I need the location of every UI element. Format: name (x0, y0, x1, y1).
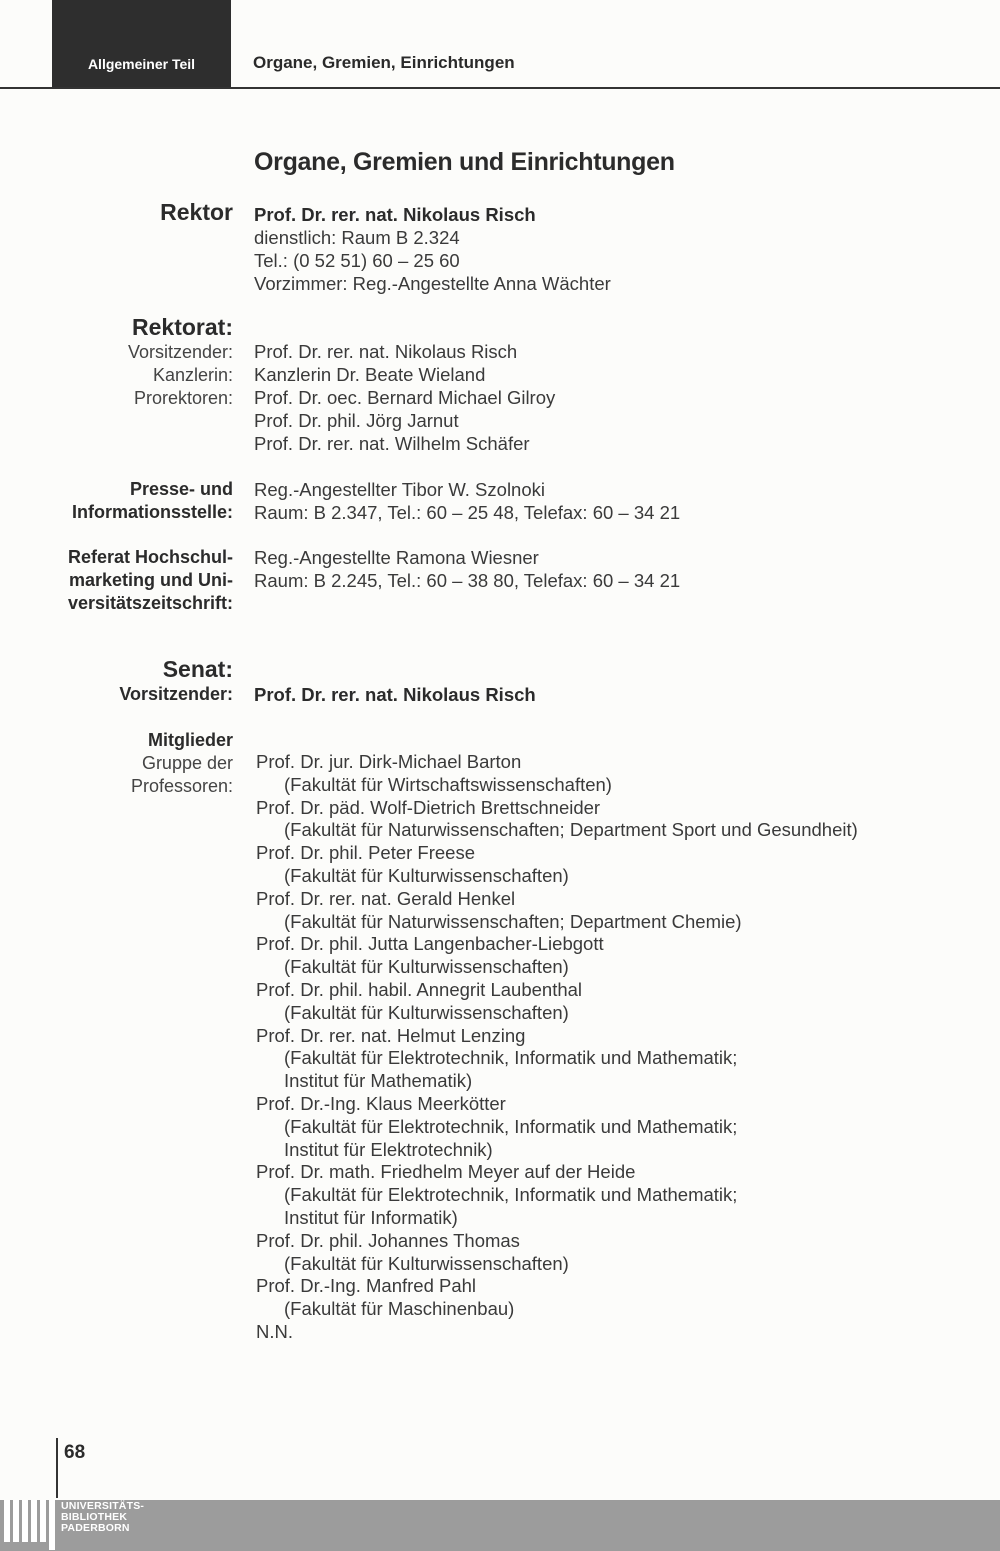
member-affiliation: (Fakultät für Maschinenbau) (284, 1298, 515, 1320)
library-logo-text (61, 1500, 144, 1534)
rektor-office: dienstlich: Raum B 2.324 (254, 227, 460, 248)
logo-line: UNIVERSITÄTS- (61, 1500, 145, 1512)
member-affiliation: Institut für Informatik) (284, 1206, 458, 1228)
member-affiliation: (Fakultät für Kulturwissenschaften) (284, 1252, 569, 1274)
member-affiliation: (Fakultät für Naturwissenschaften; Department Sport und Gesundheit) (284, 819, 858, 841)
referat-label-line: Referat Hochschul- (67, 547, 233, 567)
senat-member-list (256, 751, 858, 1344)
rektorat-chair-name: Prof. Dr. rer. nat. Nikolaus Risch (254, 341, 518, 362)
section-tab: Allgemeiner Teil (52, 0, 231, 88)
rektorat-prorector-name: Prof. Dr. rer. nat. Wilhelm Schäfer (254, 433, 530, 454)
referat-contact: Reg.-Angestellte Ramona Wiesner (254, 547, 539, 568)
member-name: Prof. Dr. rer. nat. Helmut Lenzing (256, 1024, 526, 1046)
member-affiliation: (Fakultät für Wirtschaftswissenschaften) (284, 773, 612, 795)
member-name: Prof. Dr. phil. Jutta Langenbacher-Liebgott (256, 933, 604, 955)
logo-line: BIBLIOTHEK (61, 1511, 128, 1523)
referat-label (68, 546, 233, 615)
footer-bar (0, 1500, 1000, 1551)
presse-block (254, 478, 680, 524)
member-affiliation: Institut für Elektrotechnik) (284, 1138, 493, 1160)
rektorat-chair-role: Vorsitzender: (127, 342, 233, 362)
member-affiliation: (Fakultät für Kulturwissenschaften) (284, 1001, 569, 1023)
rektor-block (254, 203, 611, 295)
presse-label-line: Presse- und (129, 479, 233, 499)
presse-contact: Reg.-Angestellter Tibor W. Szolnoki (254, 479, 545, 500)
presse-room-phone: Raum: B 2.347, Tel.: 60 – 25 48, Telefax: 60 – 34 21 (254, 502, 681, 523)
section-title: Organe, Gremien, Einrichtungen (253, 53, 515, 72)
member-affiliation: (Fakultät für Kulturwissenschaften) (284, 956, 569, 978)
senat-members-label: Mitglieder (147, 730, 233, 750)
referat-label-line: versitätszeitschrift: (67, 593, 233, 613)
senat-group-label-line: Professoren: (130, 776, 233, 796)
member-affiliation: (Fakultät für Kulturwissenschaften) (284, 864, 569, 886)
member-name: Prof. Dr. rer. nat. Gerald Henkel (256, 887, 516, 909)
rektorat-prorectors-role: Prorektoren: (133, 388, 233, 408)
rektor-phone: Tel.: (0 52 51) 60 – 25 60 (254, 250, 460, 271)
page-number: 68 (64, 1442, 86, 1463)
member-name: Prof. Dr. phil. Johannes Thomas (256, 1229, 520, 1251)
rektorat-chancellor-role: Kanzlerin: (152, 365, 233, 385)
rektorat-members (254, 340, 555, 455)
library-logo (0, 1500, 144, 1551)
page-number-rule (56, 1438, 58, 1498)
rektorat-prorector-name: Prof. Dr. phil. Jörg Jarnut (254, 410, 459, 431)
page-title: Organe, Gremien und Einrichtungen (254, 148, 675, 176)
library-logo-bars-icon (0, 1500, 55, 1550)
member-name: N.N. (256, 1320, 293, 1342)
senat-label: Senat: (162, 656, 233, 682)
senat-chair-name: Prof. Dr. rer. nat. Nikolaus Risch (254, 684, 536, 705)
referat-block (254, 546, 680, 592)
rektorat-label: Rektorat: (132, 314, 233, 340)
logo-line: PADERBORN (61, 1522, 130, 1534)
member-name: Prof. Dr. jur. Dirk-Michael Barton (256, 751, 522, 772)
member-name: Prof. Dr. päd. Wolf-Dietrich Brettschneider (256, 796, 601, 818)
senat-group-label-line: Gruppe der (141, 753, 233, 773)
presse-label (72, 478, 233, 524)
referat-room-phone: Raum: B 2.245, Tel.: 60 – 38 80, Telefax: 60 – 34 21 (254, 570, 681, 591)
rektorat-prorector-name: Prof. Dr. oec. Bernard Michael Gilroy (254, 387, 556, 408)
member-affiliation: Institut für Mathematik) (284, 1070, 473, 1092)
member-affiliation: (Fakultät für Naturwissenschaften; Department Chemie) (284, 910, 742, 932)
member-name: Prof. Dr.-Ing. Klaus Meerkötter (256, 1092, 506, 1114)
member-affiliation: (Fakultät für Elektrotechnik, Informatik und Mathematik; (284, 1115, 738, 1137)
rektor-label: Rektor (160, 199, 233, 225)
referat-label-line: marketing und Uni- (68, 570, 233, 590)
rektor-assistant: Vorzimmer: Reg.-Angestellte Anna Wächter (254, 273, 611, 294)
senat-group-label (131, 752, 233, 798)
senat-chair-label: Vorsitzender: (119, 684, 233, 704)
member-name: Prof. Dr.-Ing. Manfred Pahl (256, 1275, 477, 1297)
member-name: Prof. Dr. phil. habil. Annegrit Laubenthal (256, 978, 583, 1000)
rektorat-chancellor-name: Kanzlerin Dr. Beate Wieland (254, 364, 486, 385)
rektor-name: Prof. Dr. rer. nat. Nikolaus Risch (254, 204, 536, 225)
member-name: Prof. Dr. math. Friedhelm Meyer auf der Heide (256, 1161, 636, 1183)
member-name: Prof. Dr. phil. Peter Freese (256, 842, 476, 864)
member-affiliation: (Fakultät für Elektrotechnik, Informatik und Mathematik; (284, 1047, 738, 1069)
header-divider (0, 87, 1000, 89)
presse-label-line: Informationsstelle: (71, 502, 233, 522)
member-affiliation: (Fakultät für Elektrotechnik, Informatik und Mathematik; (284, 1184, 738, 1206)
senat-chair-block (254, 683, 536, 706)
